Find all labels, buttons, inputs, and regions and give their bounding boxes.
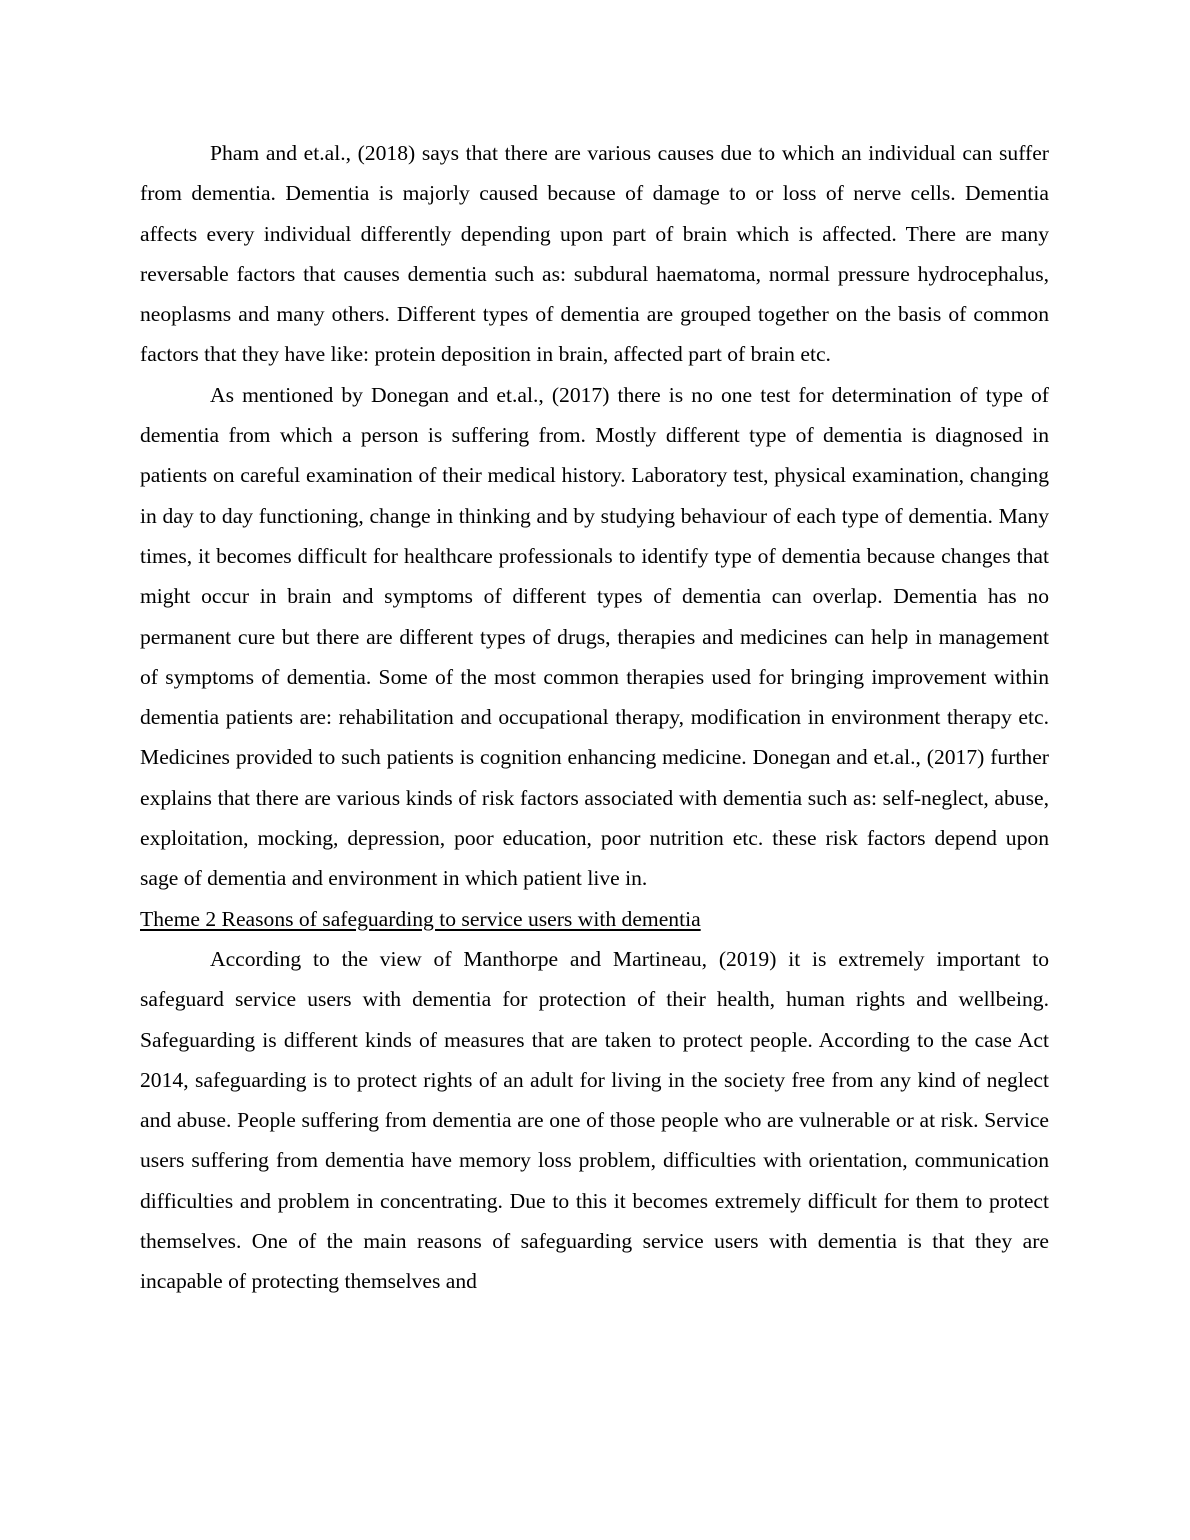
paragraph-diagnosis-and-treatment: As mentioned by Donegan and et.al., (2017) there is no one test for determination of type of dementia from which a person is suffering from. Mostly different type of dementia is diagnosed in patients on careful examination of their medical history. Laboratory test, physical examination, changing in day to day functioning, change in thinking and by studying behaviour of each type of dementia. Many times, it becomes difficult for healthcare professionals to identify type of dementia because changes that might occur in brain and symptoms of different types of dementia can overlap. Dementia has no permanent cure but there are different types of drugs, therapies and medicines can help in management of symptoms of dementia. Some of the most common therapies used for bringing improvement within dementia patients are: rehabilitation and occupational therapy, modification in environment therapy etc. Medicines provided to such patients is cognition enhancing medicine. Donegan and et.al., (2017) further explains that there are various kinds of risk factors associated with dementia such as: self-neglect, abuse, exploitation, mocking, depression, poor education, poor nutrition etc. these risk factors depend upon sage of dementia and environment in which patient live in. <box>140 382 1049 891</box>
document-page <box>140 133 1049 1302</box>
section-heading-theme-2: Theme 2 Reasons of safeguarding to service users with dementia <box>140 906 701 931</box>
paragraph-reasons-of-safeguarding: According to the view of Manthorpe and Martineau, (2019) it is extremely important to safeguard service users with dementia for protection of their health, human rights and wellbeing. Safeguarding is different kinds of measures that are taken to protect people. According to the case Act 2014, safeguarding is to protect rights of an adult for living in the society free from any kind of neglect and abuse. People suffering from dementia are one of those people who are vulnerable or at risk. Service users suffering from dementia have memory loss problem, difficulties with orientation, communication difficulties and problem in concentrating. Due to this it becomes extremely difficult for them to protect themselves. One of the main reasons of safeguarding service users with dementia is that they are incapable of protecting themselves and <box>140 946 1049 1294</box>
paragraph-causes-of-dementia: Pham and et.al., (2018) says that there are various causes due to which an individual can suffer from dementia. Dementia is majorly caused because of damage to or loss of nerve cells. Dementia affects every individual differently depending upon part of brain which is affected. There are many reversable factors that causes dementia such as: subdural haematoma, normal pressure hydrocephalus, neoplasms and many others. Different types of dementia are grouped together on the basis of common factors that they have like: protein deposition in brain, affected part of brain etc. <box>140 141 1049 367</box>
